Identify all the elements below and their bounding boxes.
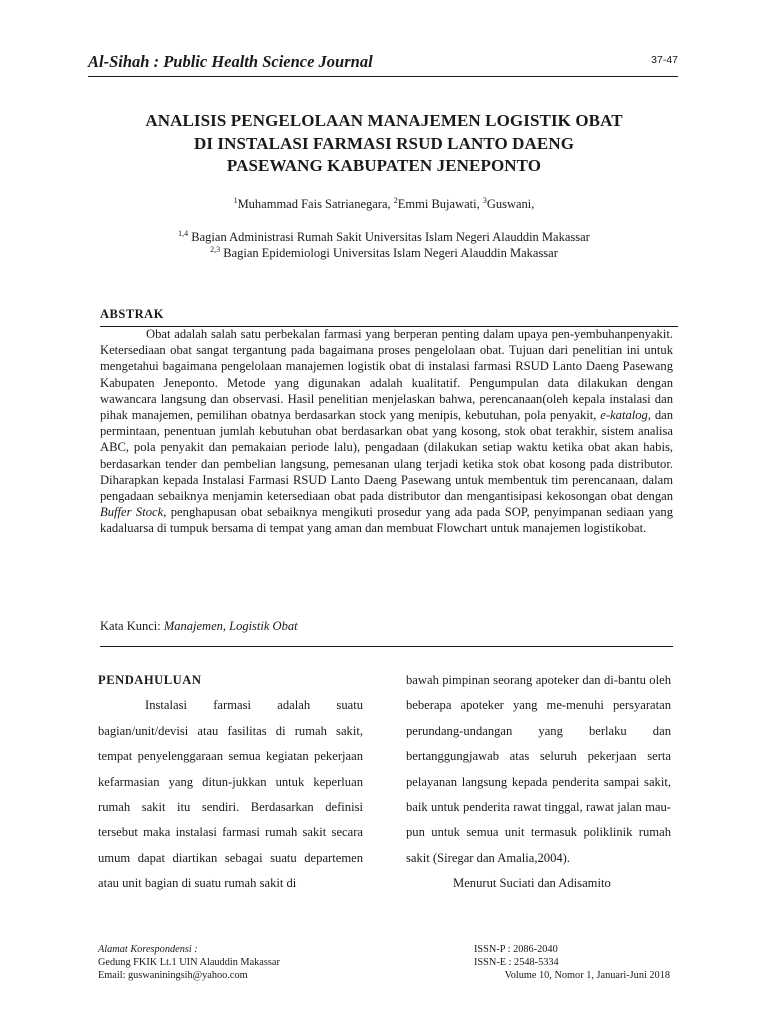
volume-info: Volume 10, Nomor 1, Januari-Juni 2018	[504, 970, 670, 981]
correspondence-label: Alamat Korespondensi :	[98, 944, 198, 955]
issn-electronic: ISSN-E : 2548-5334	[474, 957, 559, 968]
author-name: Guswani,	[486, 197, 535, 211]
article-title	[96, 110, 672, 178]
issn-print: ISSN-P : 2086-2040	[474, 944, 558, 955]
email-label: Email:	[98, 970, 129, 981]
author-sup: 1	[233, 195, 238, 205]
keywords	[100, 619, 673, 647]
page-range: 37-47	[651, 54, 678, 66]
keywords-label: Kata Kunci:	[100, 619, 164, 633]
title-line: ANALISIS PENGELOLAAN MANAJEMEN LOGISTIK OBAT	[145, 111, 623, 130]
title-line: PASEWANG KABUPATEN JENEPONTO	[226, 156, 542, 175]
abstract-italic: e-katalog	[600, 408, 648, 423]
section-heading: PENDAHULUAN	[98, 673, 202, 687]
affiliation-sup: 2,3	[210, 244, 221, 254]
abstract-part: , dan permintaan, penentuan jumlah kebutuhan obat berdasarkan obat yang kosong, stok obat terakhir, sistem analisa ABC, pola penyakit dan pemakaian periode lalu), pengadaan (dilakukan setiap waktu ketika obat akan habis, berdasarkan tender dan pembelian langsung, pemesanan ulang terjadi ketika stok obat kosong pada distributor. Diharapkan kepada Instalasi Farmasi RSUD Lanto Daeng Pasewang untuk membentuk tim perencanaan, dalam pengadaan sebaiknya menjamin ketersediaan obat pada distributor dan mengantisipasi kekosongan obat dengan	[100, 408, 674, 504]
abstract-part: Obat adalah salah satu perbekalan farmasi yang berperan penting dalam upaya pen-yembuhanpenyakit. Ketersediaan obat sangat tergantung pada bagaimana proses pengelolaan obat. Tujuan dari penelitian ini untuk mengetahui bagaimana pengelolaan manajemen logistik obat di instalasi farmasi RSUD Lanto Daeng Pasewang Kabupaten Jeneponto. Metode yang digunakan adalah kualitatif. Pengumpulan data dilakukan dengan wawancara langsung dan observasi. Hasil penelitian menjelaskan bahwa, perencanaan(oleh kepala instalasi dan pihak manajemen, pemilihan obatnya berdasarkan stock yang menipis, kebutuhan, pola penyakit,	[100, 327, 673, 423]
author-list	[96, 197, 672, 212]
affiliation-text: Bagian Administrasi Rumah Sakit Universitas Islam Negeri Alauddin Makassar	[188, 230, 590, 244]
affiliation-line	[96, 245, 672, 261]
body-column-right	[406, 668, 671, 897]
body-column-left	[98, 668, 363, 897]
affiliation-text: Bagian Epidemiologi Universitas Islam Negeri Alauddin Makassar	[220, 246, 558, 260]
journal-name: Al-Sihah : Public Health Science Journal	[88, 52, 373, 71]
email-link[interactable]: guswaniningsih@yahoo.com	[128, 970, 248, 981]
abstract-heading: ABSTRAK	[100, 307, 678, 327]
body-paragraph: Menurut Suciati dan Adisamito	[453, 876, 611, 891]
journal-header	[88, 52, 678, 77]
affiliation-sup: 1,4	[178, 228, 189, 238]
footer-right	[474, 943, 670, 982]
title-line: DI INSTALASI FARMASI RSUD LANTO DAENG	[193, 133, 575, 153]
author-name: Muhammad Fais Satrianegara,	[237, 197, 394, 211]
author-sup: 2	[393, 195, 398, 205]
body-paragraph: Instalasi farmasi adalah suatu bagian/unit/devisi atau fasilitas di rumah sakit, tempat penyelenggaraan semua kegiatan pekerjaan kefarmasian yang ditun-jukkan untuk keperluan rumah sakit itu sendiri. Berdasarkan definisi tersebut maka instalasi farmasi rumah sakit secara umum dapat diartikan sebagai suatu departemen atau unit bagian di suatu rumah sakit di	[98, 698, 363, 891]
correspondence-address: Gedung FKIK Lt.1 UIN Alauddin Makassar	[98, 957, 280, 968]
author-sup: 3	[482, 195, 487, 205]
page-footer	[98, 943, 670, 982]
abstract-part: , penghapusan obat sebaiknya mengikuti prosedur yang ada pada SOP, penyimpanan sediaan yang kadaluarsa di tumpuk bersama di tempat yang aman dan membuat Flowchart untuk manajemen logistikobat.	[100, 505, 674, 536]
body-paragraph: bawah pimpinan seorang apoteker dan di-bantu oleh beberapa apoteker yang me-menuhi persyaratan perundang-undangan yang berlaku dan bertanggungjawab atas seluruh pekerjaan serta pelayanan langsung kepada penderita sampai sakit, baik untuk penderita rawat tinggal, rawat jalan mau-pun untuk semua unit termasuk poliklinik rumah sakit (Siregar dan Amalia,2004).	[406, 673, 671, 865]
abstract-italic: Buffer Stock	[100, 505, 164, 520]
author-name: Emmi Bujawati,	[397, 197, 483, 211]
keywords-value: Manajemen, Logistik Obat	[163, 619, 298, 633]
affiliation-line	[96, 229, 672, 245]
abstract-text	[100, 326, 673, 537]
affiliations	[96, 229, 672, 261]
footer-left	[98, 943, 280, 982]
